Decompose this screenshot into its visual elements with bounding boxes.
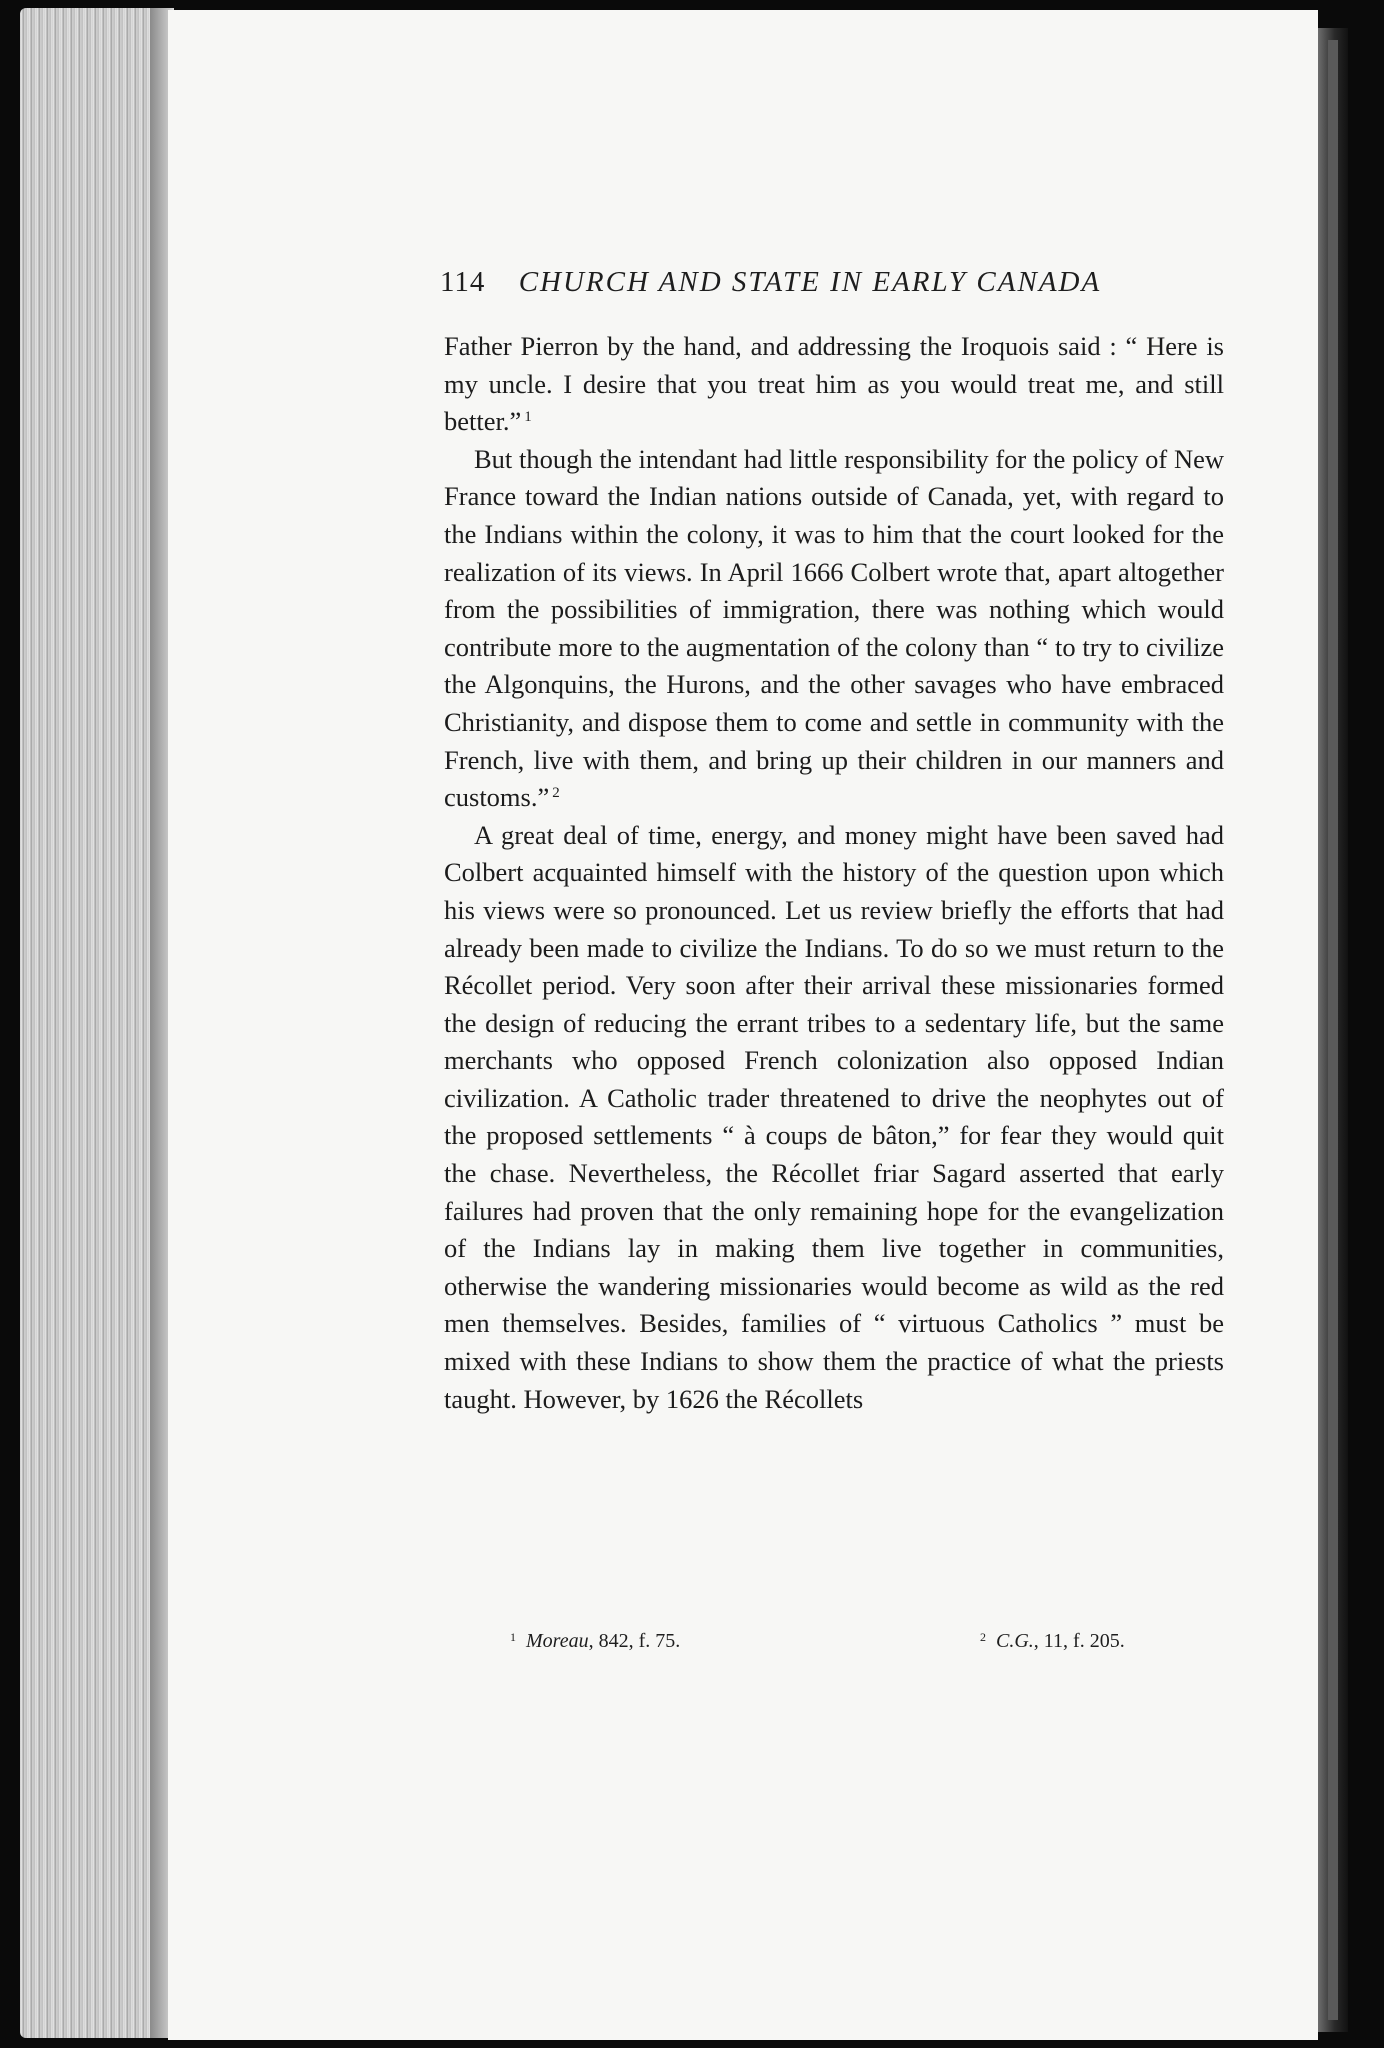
page-edges — [20, 8, 170, 2038]
paragraph-3 — [444, 817, 1224, 1419]
paragraph-2-text: But though the intendant had little responsibility for the policy of New France toward the Indian nations outside of Canada, yet, with regard to the Indians within the colony, it was to him that the court looked for the realization of its views. In April 1666 Colbert wrote that, apart altogether from the possibilities of immigration, there was nothing which would contribute more to the augmentation of the colony than “ to try to civilize the Algonquins, the Hurons, and the other savages who have embraced Christianity, and dispose them to come and settle in community with the French, live with them, and bring up their children in our manners and customs.” — [444, 443, 1224, 813]
paragraph-3-text: A great deal of time, energy, and money might have been saved had Colbert acquainted himself with the history of the question upon which his views were so pronounced. Let us review briefly the efforts that had already been made to civilize the Indians. To do so we must return to the Récollet period. Very soon after their arrival these missionaries formed the design of reducing the errant tribes to a sedentary life, but the same merchants who opposed French colonization also opposed Indian civilization. A Catholic trader threatened to drive the neophytes out of the proposed settlements “ à coups de bâton,” for fear they would quit the chase. Nevertheless, the Récollet friar Sagard asserted that early failures had proven that the only remaining hope for the evangelization of the Indians lay in making them live together in communities, otherwise the wandering missionaries would become as wild as the red men themselves. Besides, families of “ virtuous Catholics ” must be mixed with these Indians to show them the practice of what the priests taught. However, by 1626 the Récollets — [444, 819, 1224, 1414]
cover-edge-band — [1328, 40, 1338, 2020]
running-title: CHURCH AND STATE IN EARLY CANADA — [518, 266, 1102, 298]
page-number: 114 — [440, 266, 486, 298]
footnote-2 — [980, 1630, 1125, 1653]
footnote-1-detail: , 842, f. 75. — [588, 1630, 681, 1652]
footnote-ref-2: 2 — [552, 785, 560, 802]
footnote-1 — [510, 1630, 680, 1653]
running-header — [440, 266, 1240, 306]
footnote-2-detail: , 11, f. 205. — [1033, 1630, 1125, 1652]
paragraph-1-text: Father Pierron by the hand, and addressing the Iroquois said : “ Here is my uncle. I desire that you treat him as you would treat me, and still better.” — [444, 331, 1224, 437]
paragraph-2 — [444, 441, 1224, 817]
footnote-2-mark: 2 — [980, 1630, 986, 1644]
body-text — [444, 328, 1224, 1418]
footnotes — [510, 1630, 1210, 1660]
footnote-2-source: C.G. — [996, 1630, 1034, 1652]
footnote-1-source: Moreau — [526, 1630, 589, 1652]
footnote-1-mark: 1 — [510, 1630, 516, 1644]
paragraph-1 — [444, 328, 1224, 441]
footnote-ref-1: 1 — [524, 409, 532, 426]
